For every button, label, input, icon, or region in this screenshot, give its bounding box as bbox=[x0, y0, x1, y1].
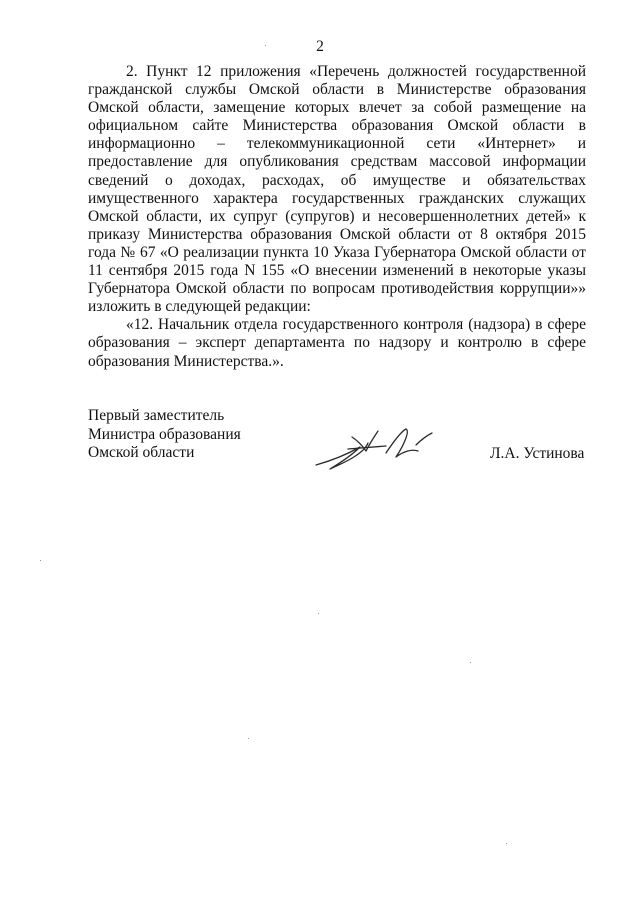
handwritten-signature bbox=[312, 425, 436, 471]
signatory-title-line: Министра образования bbox=[88, 425, 241, 443]
scan-speck bbox=[506, 843, 507, 844]
scan-speck bbox=[265, 45, 266, 46]
page-number: 2 bbox=[316, 38, 324, 55]
signatory-title-line: Первый заместитель bbox=[88, 407, 225, 424]
document-body bbox=[88, 63, 586, 371]
scan-speck bbox=[40, 560, 41, 561]
signatory-title-line: Омской области bbox=[88, 444, 195, 461]
signatory-name: Л.А. Устинова bbox=[490, 445, 585, 462]
paragraph-new-wording: «12. Начальник отдела государственного контроля (надзора) в сфере образования – эксперт департамента по надзору и контролю в сфере образования Министерства.». bbox=[88, 316, 586, 370]
scan-speck bbox=[248, 738, 249, 739]
signatory-title bbox=[88, 407, 241, 463]
scan-speck bbox=[470, 662, 471, 663]
scan-speck bbox=[318, 613, 319, 614]
paragraph-amendment: 2. Пункт 12 приложения «Перечень должностей государственной гражданской службы Омской области в Министерстве образования Омской области, замещение которых влечет за собой размещение на официальном сайте Министерства образования Омской области в информационно – телекоммуникационной сети «Интернет» и предоставление для опубликования средствам массовой информации сведений о доходах, расходах, об имуществе и обязательствах имущественного характера государственных гражданских служащих Омской области, их супруг (супругов) и несовершеннолетних детей» к приказу Министерства образования Омской области от 8 октября 2015 года № 67 «О реализации пункта 10 Указа Губернатора Омской области от 11 сентября 2015 года N 155 «О внесении изменений в некоторые указы Губернатора Омской области по вопросам противодействия коррупции»» изложить в следующей редакции: bbox=[88, 63, 586, 316]
